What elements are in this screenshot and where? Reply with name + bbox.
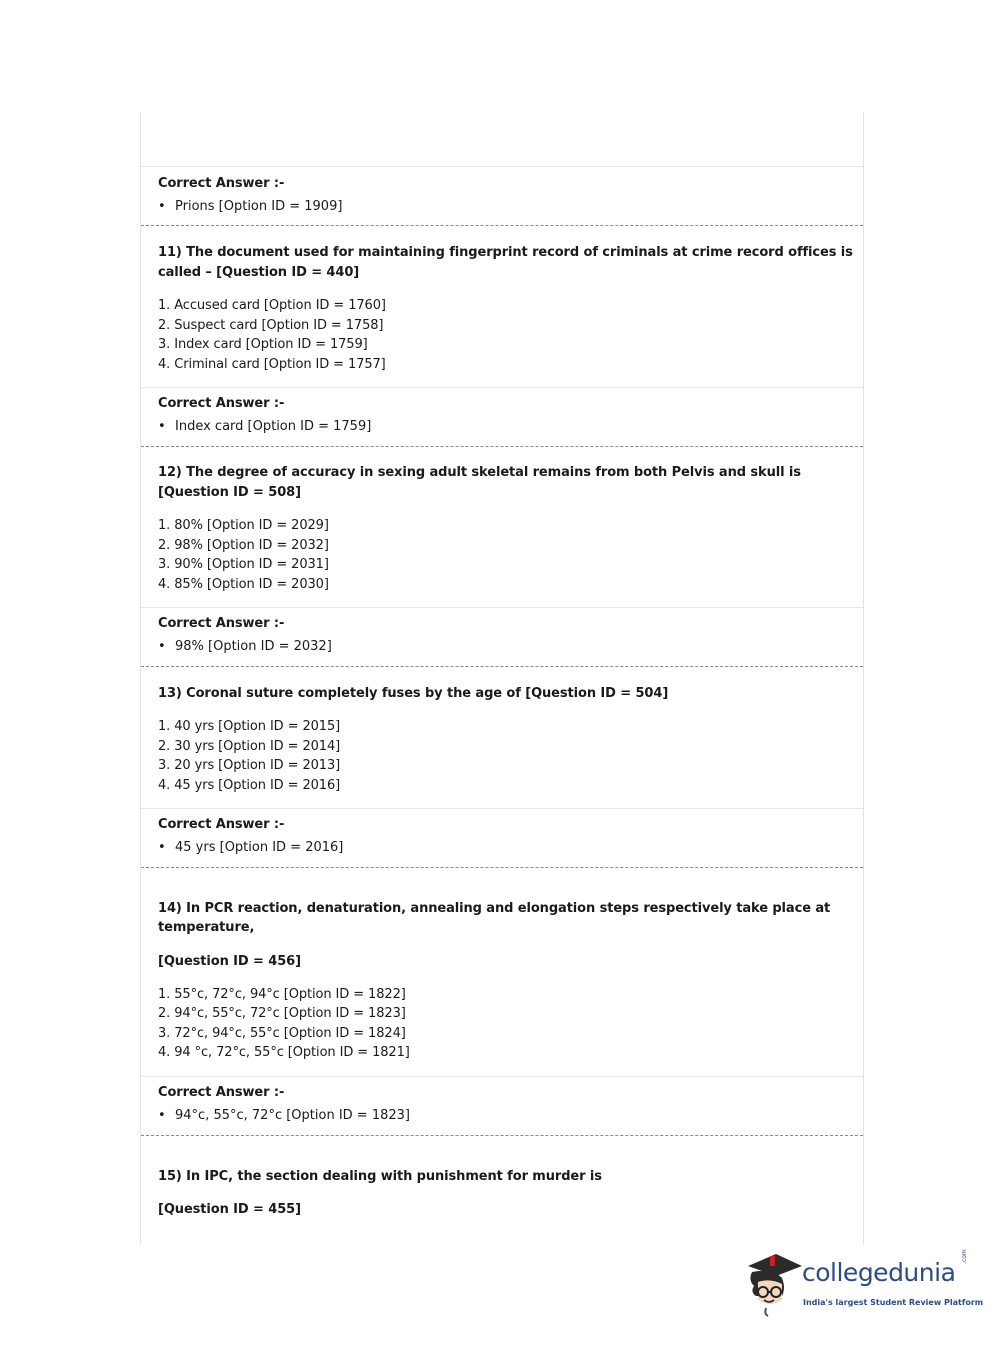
q10-answer-label: Correct Answer :- — [158, 176, 285, 191]
q11-answer-label: Correct Answer :- — [158, 396, 285, 411]
question-divider — [141, 225, 863, 226]
q12-question-line1: 12) The degree of accuracy in sexing adult skeletal remains from both Pelvis and skull is — [158, 465, 801, 480]
q13-option-1: 1. 40 yrs [Option ID = 2015] — [158, 719, 341, 734]
bullet-icon: • — [158, 1108, 166, 1123]
q14-answer: 94°c, 55°c, 72°c [Option ID = 1823] — [175, 1108, 410, 1123]
q11-option-3: 3. Index card [Option ID = 1759] — [158, 337, 368, 352]
divider — [141, 166, 863, 167]
question-divider — [141, 666, 863, 667]
collegedunia-logo — [742, 1248, 984, 1318]
q11-option-2: 2. Suspect card [Option ID = 1758] — [158, 318, 384, 333]
q11-option-1: 1. Accused card [Option ID = 1760] — [158, 298, 386, 313]
bullet-icon: • — [158, 639, 166, 654]
q14-answer-label: Correct Answer :- — [158, 1085, 285, 1100]
q15-question-id: [Question ID = 455] — [158, 1202, 301, 1217]
q14-question-line1: 14) In PCR reaction, denaturation, annealing and elongation steps respectively take place at — [158, 901, 831, 916]
question-paper-sheet — [140, 112, 864, 1244]
q12-question-line2: [Question ID = 508] — [158, 485, 301, 500]
q13-question-line1: 13) Coronal suture completely fuses by the age of [Question ID = 504] — [158, 686, 669, 701]
bullet-icon: • — [158, 419, 166, 434]
divider — [141, 808, 863, 809]
bullet-icon: • — [158, 199, 166, 214]
q14-option-2: 2. 94°c, 55°c, 72°c [Option ID = 1823] — [158, 1006, 406, 1021]
q14-option-3: 3. 72°c, 94°c, 55°c [Option ID = 1824] — [158, 1026, 406, 1041]
divider — [141, 607, 863, 608]
q13-answer: 45 yrs [Option ID = 2016] — [175, 840, 344, 855]
logo-suffix: .com — [961, 1249, 968, 1264]
mascot-icon — [742, 1248, 804, 1318]
q12-option-1: 1. 80% [Option ID = 2029] — [158, 518, 329, 533]
divider — [141, 1076, 863, 1077]
q14-question-id: [Question ID = 456] — [158, 954, 301, 969]
question-divider — [141, 446, 863, 447]
q13-option-4: 4. 45 yrs [Option ID = 2016] — [158, 778, 341, 793]
question-divider — [141, 1135, 863, 1136]
q12-answer: 98% [Option ID = 2032] — [175, 639, 332, 654]
q11-answer: Index card [Option ID = 1759] — [175, 419, 372, 434]
q15-question-line1: 15) In IPC, the section dealing with punishment for murder is — [158, 1169, 602, 1184]
q14-option-4: 4. 94 °c, 72°c, 55°c [Option ID = 1821] — [158, 1045, 410, 1060]
q10-answer: Prions [Option ID = 1909] — [175, 199, 343, 214]
bullet-icon: • — [158, 840, 166, 855]
q13-option-3: 3. 20 yrs [Option ID = 2013] — [158, 758, 341, 773]
question-divider — [141, 867, 863, 868]
q14-question-line2: temperature, — [158, 920, 255, 935]
logo-tagline: India's largest Student Review Platform — [803, 1298, 984, 1307]
q12-option-4: 4. 85% [Option ID = 2030] — [158, 577, 329, 592]
q12-option-3: 3. 90% [Option ID = 2031] — [158, 557, 329, 572]
divider — [141, 387, 863, 388]
q13-option-2: 2. 30 yrs [Option ID = 2014] — [158, 739, 341, 754]
q11-option-4: 4. Criminal card [Option ID = 1757] — [158, 357, 386, 372]
q11-question-line1: 11) The document used for maintaining fingerprint record of criminals at crime record offices is — [158, 245, 853, 260]
q14-option-1: 1. 55°c, 72°c, 94°c [Option ID = 1822] — [158, 987, 406, 1002]
q13-answer-label: Correct Answer :- — [158, 817, 285, 832]
q12-answer-label: Correct Answer :- — [158, 616, 285, 631]
logo-wordmark: collegedunia — [802, 1258, 956, 1287]
q11-question-line2: called – [Question ID = 440] — [158, 265, 360, 280]
q12-option-2: 2. 98% [Option ID = 2032] — [158, 538, 329, 553]
